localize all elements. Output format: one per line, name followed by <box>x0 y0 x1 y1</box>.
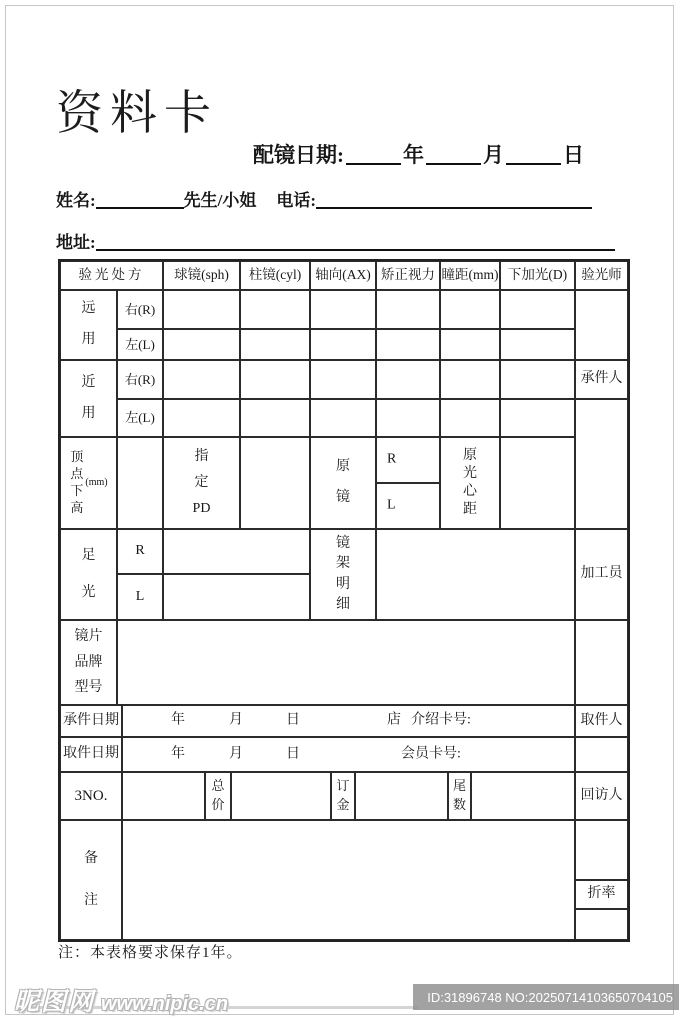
address-label: 地址: <box>56 233 96 252</box>
near-l-ax-cell <box>310 399 376 437</box>
full-power-label: 足光 <box>81 548 96 600</box>
receive-day-label: 日 <box>286 712 300 728</box>
old-glasses-r-cell <box>376 437 440 483</box>
address-blank <box>96 231 615 251</box>
header-pd: 瞳距(mm) <box>440 261 500 290</box>
pickup-month-label: 月 <box>229 746 243 762</box>
assigned-pd-line2: 定 <box>194 475 209 491</box>
assigned-pd-line3: PD <box>192 500 211 516</box>
vertex-height-cell <box>60 437 117 529</box>
name-blank <box>96 189 184 209</box>
old-glasses-label: 原镜 <box>336 459 350 505</box>
watermark-id-text: ID:31896748 NO:20250714103650704105 <box>427 989 673 1005</box>
fitting-year-blank <box>346 145 401 165</box>
far-r-sph-cell <box>163 290 240 329</box>
far-l-cyl-cell <box>240 329 310 360</box>
near-r-add-cell <box>500 360 575 399</box>
processor-label: 加工员 <box>575 529 628 620</box>
far-l-sph-cell <box>163 329 240 360</box>
member-card-label: 会员卡号: <box>401 746 461 762</box>
near-l-cyl-cell <box>240 399 310 437</box>
form-title: 资料卡 <box>56 88 218 140</box>
old-glasses-l-label: L <box>387 497 396 513</box>
fitting-month-blank <box>426 145 481 165</box>
far-l-pd-cell <box>440 329 500 360</box>
processor-sign-cell <box>575 620 628 705</box>
lens-brand-input-cell <box>117 620 575 705</box>
phone-blank <box>316 189 592 209</box>
store-label: 店 <box>387 712 401 728</box>
address-line <box>56 228 615 253</box>
header-cyl: 柱镜(cyl) <box>240 261 310 290</box>
lens-brand-line3: 型号 <box>74 680 103 696</box>
far-r-ax-cell <box>310 290 376 329</box>
header-ax: 轴向(AX) <box>310 261 376 290</box>
far-left-label: 左(L) <box>117 329 163 360</box>
remark-input-cell <box>122 820 575 940</box>
near-left-label: 左(L) <box>117 399 163 437</box>
fitting-date-label: 配镜日期: <box>253 143 344 167</box>
frame-detail-input-cell <box>376 529 575 620</box>
header-optometrist: 验光师 <box>575 261 628 290</box>
watermark-site-name: 昵图网 <box>14 988 96 1016</box>
watermark-id-bar <box>413 984 679 1010</box>
year-label: 年 <box>403 143 424 167</box>
far-r-cyl-cell <box>240 290 310 329</box>
far-r-va-cell <box>376 290 440 329</box>
serial-no-input-cell <box>122 772 205 820</box>
far-r-add-cell <box>500 290 575 329</box>
lens-brand-line1: 镜片 <box>74 628 103 644</box>
near-use-label-cell <box>60 360 117 437</box>
frame-detail-label: 镜架明细 <box>336 535 350 612</box>
total-price-input-cell <box>231 772 331 820</box>
vertex-input-cell <box>117 437 163 529</box>
discount-input-cell <box>575 909 628 940</box>
assigned-pd-line1: 指 <box>194 449 209 465</box>
far-use-label-cell <box>60 290 117 360</box>
near-r-pd-cell <box>440 360 500 399</box>
deposit-label: 订金 <box>336 778 350 812</box>
header-rx: 验光处方 <box>60 261 163 290</box>
name-phone-line <box>56 186 592 211</box>
receiver-label: 承件人 <box>575 360 628 399</box>
discount-label: 折率 <box>575 880 628 909</box>
optometrist-sign-cell <box>575 290 628 360</box>
receive-month-label: 月 <box>229 712 243 728</box>
far-l-va-cell <box>376 329 440 360</box>
receive-date-label: 承件日期 <box>60 705 122 737</box>
balance-label: 尾数 <box>452 778 466 812</box>
near-l-add-cell <box>500 399 575 437</box>
pickup-day-label: 日 <box>286 746 300 762</box>
assigned-pd-cell <box>163 437 240 529</box>
retention-footnote: 注：本表格要求保存1年。 <box>58 945 243 961</box>
balance-label-cell <box>448 772 471 820</box>
vertex-unit: (mm) <box>85 477 108 488</box>
near-l-pd-cell <box>440 399 500 437</box>
header-add: 下加光(D) <box>500 261 575 290</box>
old-glasses-l-cell <box>376 483 440 529</box>
remark-label-cell <box>60 820 122 940</box>
far-right-label: 右(R) <box>117 290 163 329</box>
pickup-year-label: 年 <box>171 746 185 762</box>
intro-card-label: 介绍卡号: <box>411 712 471 728</box>
pickup-person-sign-cell <box>575 737 628 772</box>
honorific-label: 先生/小姐 <box>183 191 257 210</box>
full-power-l-label: L <box>117 574 163 620</box>
assigned-pd-input-cell <box>240 437 310 529</box>
receive-date-cell <box>122 705 575 737</box>
receiver-sign-cell <box>575 399 628 529</box>
full-power-label-cell <box>60 529 117 620</box>
prescription-table <box>58 259 630 942</box>
fitting-day-blank <box>506 145 561 165</box>
full-power-r-input-cell <box>163 529 310 574</box>
month-label: 月 <box>483 143 504 167</box>
far-r-pd-cell <box>440 290 500 329</box>
deposit-label-cell <box>331 772 355 820</box>
pickup-date-label: 取件日期 <box>60 737 122 772</box>
total-price-label-cell <box>205 772 231 820</box>
near-use-label: 近用 <box>81 374 96 421</box>
pickup-person-label: 取件人 <box>575 705 628 737</box>
near-l-sph-cell <box>163 399 240 437</box>
header-va: 矫正视力 <box>376 261 440 290</box>
deposit-input-cell <box>355 772 448 820</box>
old-oc-input-cell <box>500 437 575 529</box>
name-label: 姓名: <box>56 191 96 210</box>
far-l-add-cell <box>500 329 575 360</box>
old-oc-label: 原光心距 <box>463 447 477 518</box>
pickup-date-cell <box>122 737 575 772</box>
remark-label: 备注 <box>84 851 98 908</box>
near-l-va-cell <box>376 399 440 437</box>
serial-no-label: 3NO. <box>60 772 122 820</box>
full-power-l-input-cell <box>163 574 310 620</box>
vertex-height-label: 顶点下高 <box>70 449 84 515</box>
near-r-ax-cell <box>310 360 376 399</box>
watermark-site-url: www.nipic.cn <box>101 993 229 1015</box>
header-sph: 球镜(sph) <box>163 261 240 290</box>
fitting-date-line <box>253 139 584 169</box>
near-r-sph-cell <box>163 360 240 399</box>
total-price-label: 总价 <box>211 778 225 812</box>
watermark-logo <box>14 982 228 1018</box>
day-label: 日 <box>563 143 584 167</box>
old-glasses-r-label: R <box>387 451 397 467</box>
far-use-label: 远用 <box>81 301 96 347</box>
full-power-r-label: R <box>117 529 163 574</box>
discount-upper-cell <box>575 820 628 880</box>
callback-person-label: 回访人 <box>575 772 628 820</box>
old-glasses-label-cell <box>310 437 376 529</box>
far-l-ax-cell <box>310 329 376 360</box>
frame-detail-cell <box>310 529 376 620</box>
old-oc-cell <box>440 437 500 529</box>
near-r-cyl-cell <box>240 360 310 399</box>
receive-year-label: 年 <box>171 712 185 728</box>
near-r-va-cell <box>376 360 440 399</box>
balance-input-cell <box>471 772 575 820</box>
lens-brand-label-cell <box>60 620 117 705</box>
lens-brand-line2: 品牌 <box>74 654 103 670</box>
near-right-label: 右(R) <box>117 360 163 399</box>
phone-label: 电话: <box>276 191 317 210</box>
